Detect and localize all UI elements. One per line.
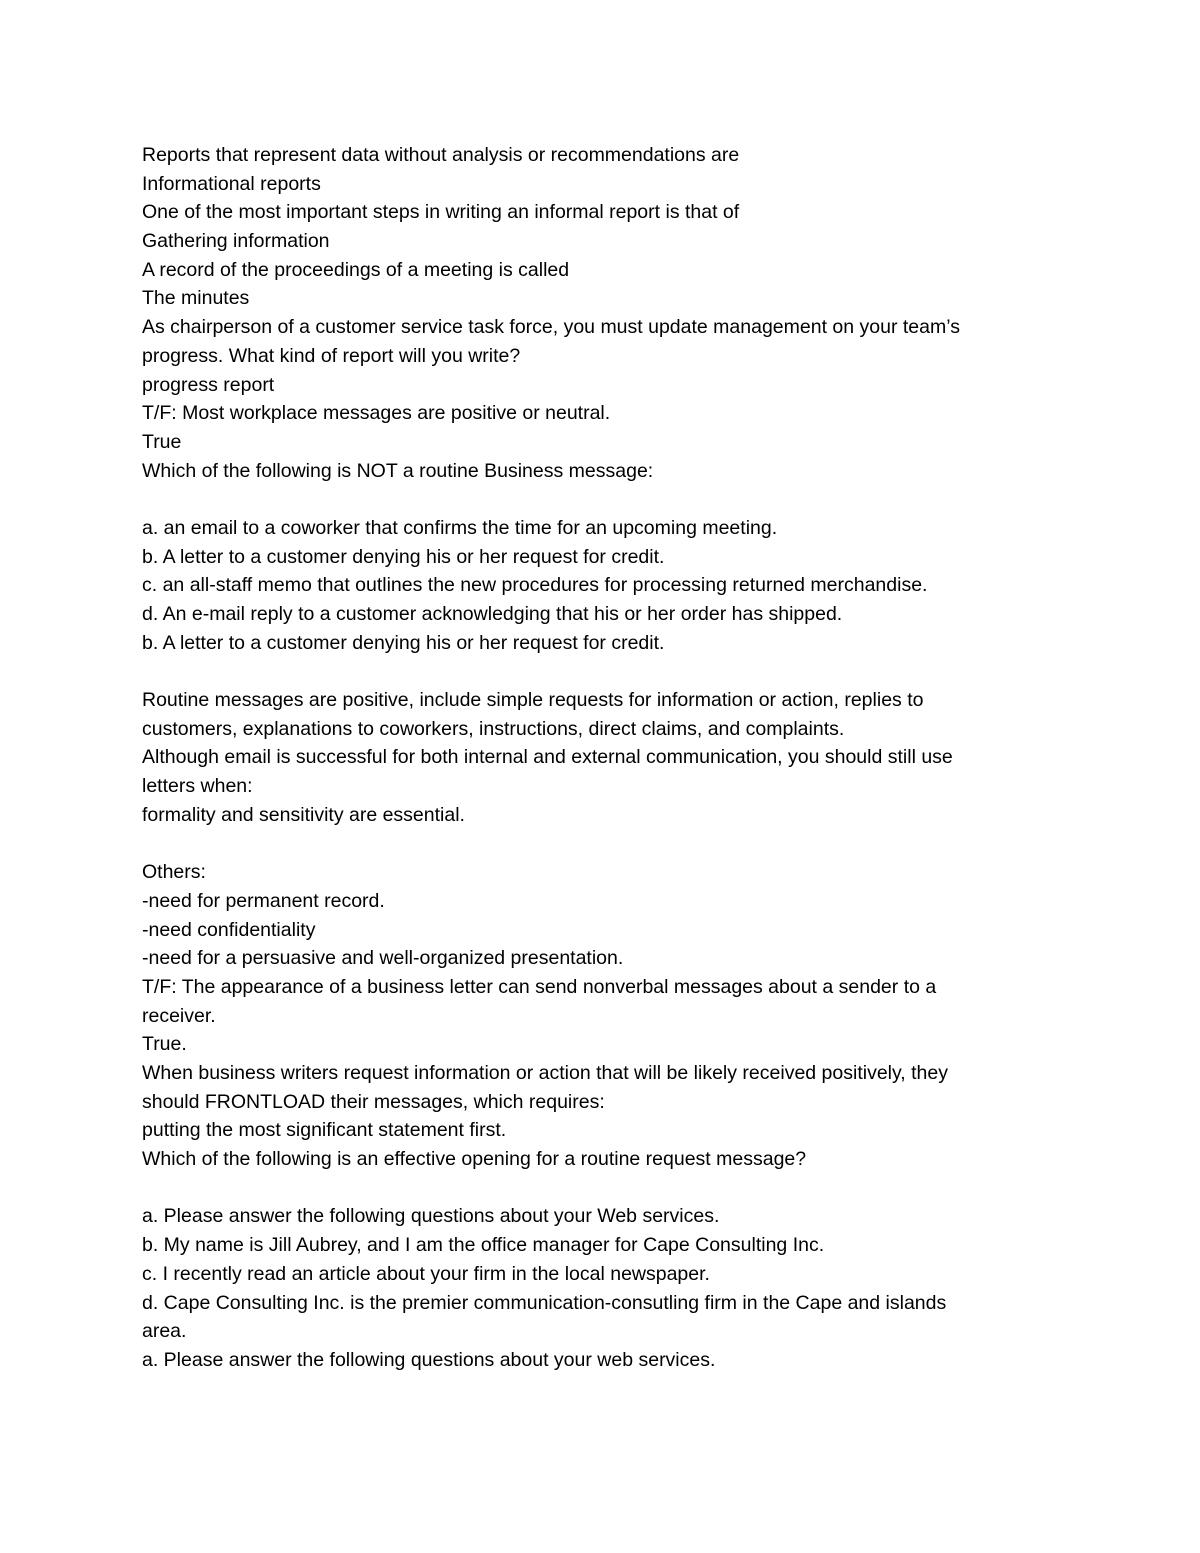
text-line: b. My name is Jill Aubrey, and I am the office manager for Cape Consulting Inc. [142, 1234, 825, 1257]
text-line: A record of the proceedings of a meeting is called [142, 258, 570, 281]
text-line: should FRONTLOAD their messages, which requires: [142, 1090, 605, 1113]
text-line: progress report [142, 373, 275, 396]
text-line: The minutes [142, 287, 250, 310]
text-line: Routine messages are positive, include simple requests for information or action, replies to [142, 689, 924, 712]
text-line: True [142, 430, 182, 453]
text-line: Informational reports [142, 172, 321, 195]
text-line: c. I recently read an article about your firm in the local newspaper. [142, 1262, 710, 1285]
text-line: a. an email to a coworker that confirms the time for an upcoming meeting. [142, 516, 778, 539]
text-line: Others: [142, 861, 206, 884]
blank-line [142, 1174, 1072, 1203]
text-line: When business writers request information or action that will be likely received positively, they [142, 1062, 948, 1084]
text-line: True. [142, 1033, 187, 1056]
text-line: d. Cape Consulting Inc. is the premier communication-consutling firm in the Cape and islands [142, 1291, 947, 1314]
blank-line [142, 830, 1072, 859]
text-line: Although email is successful for both internal and external communication, you should still use [142, 746, 953, 769]
text-line: formality and sensitivity are essential. [142, 803, 465, 826]
document-body [142, 141, 1072, 1375]
text-line: T/F: The appearance of a business letter can send nonverbal messages about a sender to a [142, 975, 937, 998]
text-line: Reports that represent data without analysis or recommendations are [142, 144, 740, 166]
text-line: receiver. [142, 1004, 216, 1027]
text-line: T/F: Most workplace messages are positive or neutral. [142, 402, 611, 425]
blank-line [142, 485, 1072, 514]
text-line: -need for permanent record. [142, 889, 385, 912]
text-line: One of the most important steps in writing an informal report is that of [142, 201, 740, 224]
text-line: letters when: [142, 775, 253, 798]
text-line: Which of the following is NOT a routine Business message: [142, 459, 654, 482]
text-line: a. Please answer the following questions about your Web services. [142, 1205, 720, 1228]
text-line: putting the most significant statement first. [142, 1119, 507, 1142]
text-line: customers, explanations to coworkers, instructions, direct claims, and complaints. [142, 717, 845, 740]
blank-line [142, 657, 1072, 686]
text-line: area. [142, 1320, 187, 1343]
text-line: b. A letter to a customer denying his or her request for credit. [142, 545, 665, 568]
text-line: As chairperson of a customer service task force, you must update management on your team’s [142, 316, 960, 339]
text-line: Gathering information [142, 230, 330, 253]
text-line: Which of the following is an effective opening for a routine request message? [142, 1148, 807, 1171]
text-line: d. An e-mail reply to a customer acknowledging that his or her order has shipped. [142, 603, 843, 625]
text-line: progress. What kind of report will you write? [142, 344, 521, 367]
text-line: -need confidentiality [142, 918, 316, 941]
text-line: -need for a persuasive and well-organized presentation. [142, 947, 624, 970]
text-line: c. an all-staff memo that outlines the new procedures for processing returned merchandise. [142, 574, 928, 597]
text-line: b. A letter to a customer denying his or her request for credit. [142, 631, 665, 654]
text-line: a. Please answer the following questions about your web services. [142, 1348, 716, 1371]
